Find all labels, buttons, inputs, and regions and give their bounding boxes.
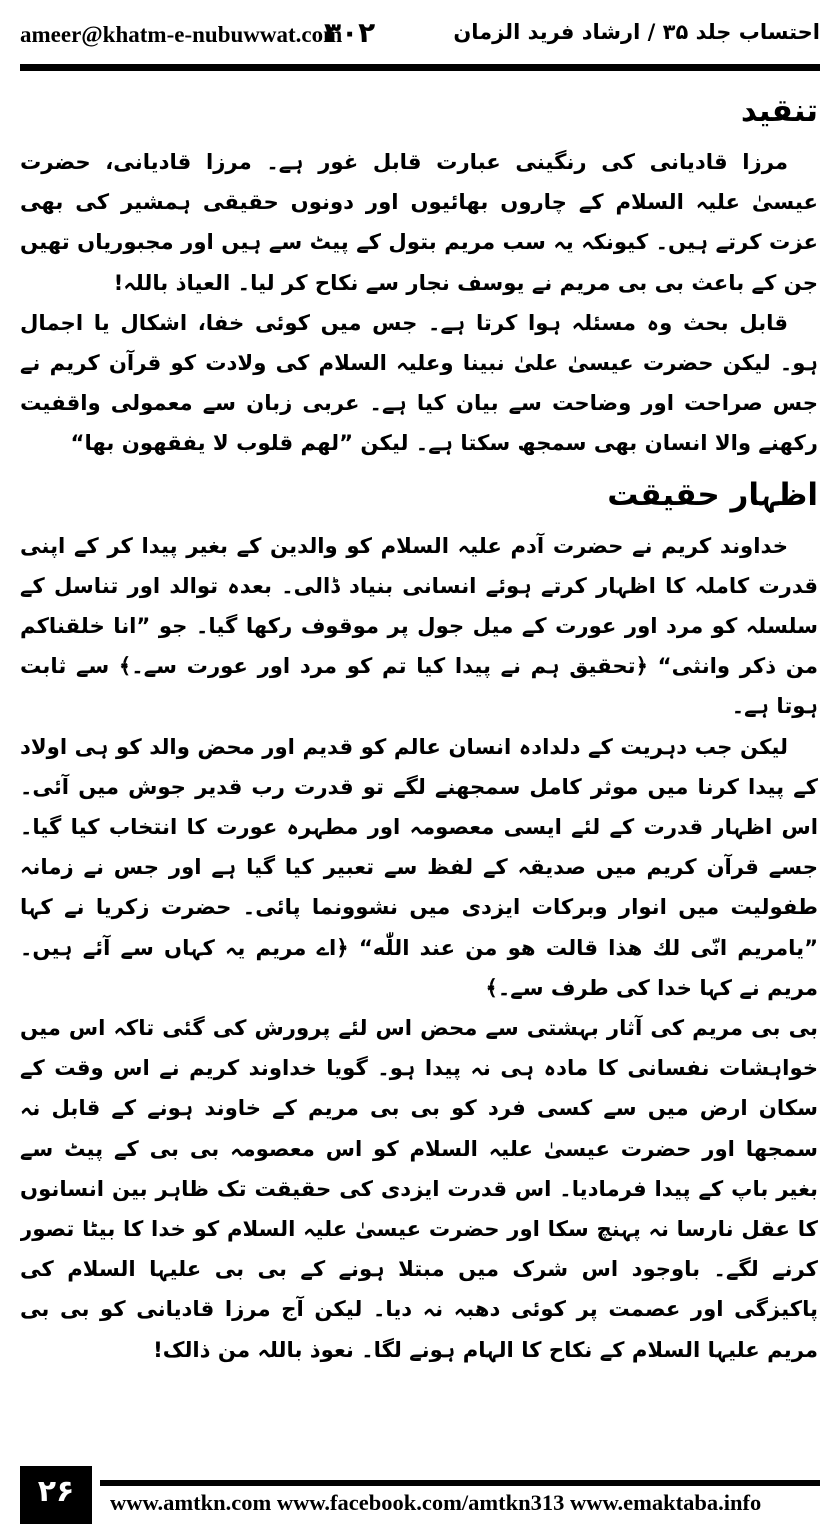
page-header xyxy=(20,18,820,62)
footer-urls: www.amtkn.com www.facebook.com/amtkn313 www.emaktaba.info xyxy=(110,1490,762,1515)
article-body xyxy=(20,80,818,1460)
paragraph-3-end: “ ﴿تحقیق ہم نے پیدا کیا تم کو مرد اور عورت سے۔﴾ سے ثابت ہوتا ہے۔ xyxy=(20,653,818,719)
paragraph-3 xyxy=(20,526,818,727)
paragraph-4 xyxy=(20,727,818,1008)
paragraph-4-text: لیکن جب دہریت کے دلدادہ انسان عالم کو قدیم اور محض والد کو ہی اولاد کے پیدا کرنا میں موثر کامل سمجھنے لگے تو قدرت رب قدیر جوش میں آئی۔ اس اظہار قدرت کے لئے ایسی معصومہ اور مطہرہ عورت کا انتخاب کیا گیا۔ جسے قرآن کریم میں صدیقہ کے لفظ سے تعبیر کیا گیا ہے اور جس نے زمانہ طفولیت میں انوار وبرکات ایزدی میں نشوونما پائی۔ حضرت زکریا نے کہا ” xyxy=(20,733,818,960)
paragraph-4-end: “ ﴿اے مریم یہ کہاں سے آئے ہیں۔ مریم نے کہا خدا کی طرف سے۔﴾ xyxy=(20,934,818,1000)
section-heading-truth: اظہار حقیقت xyxy=(607,476,818,513)
quran-quote-1: لهم قلوب لا يفقهون بها xyxy=(84,430,340,456)
header-rule xyxy=(20,64,820,71)
quran-quote-3: یامریم انّی لك هذا قالت هو من عند اللّٰه xyxy=(372,934,805,960)
running-title: احتساب جلد ۳۵ / ارشاد فرید الزمان xyxy=(453,20,820,44)
quran-quote-2: انا خلقناکم من ذکر وانثی xyxy=(20,613,818,679)
section-heading-critique: تنقید xyxy=(740,93,818,129)
paragraph-2-end: “ xyxy=(70,430,85,456)
header-email: ameer@khatm-e-nubuwwat.com xyxy=(20,22,343,47)
paragraph-1: مرزا قادیانی کی رنگینی عبارت قابل غور ہے۔ مرزا قادیانی، حضرت عیسیٰ علیہ السلام کے چاروں بھائیوں اور دونوں حقیقی ہمشیر کی بھی عزت کرتے ہیں۔ کیونکہ یہ سب مریم بتول کے پیٹ سے ہیں اور مجبوریاں تھیں جن کے باعث بی بی مریم نے یوسف نجار سے نکاح کر لیا۔ العیاذ باللہ! xyxy=(20,149,818,295)
paragraph-3-text: خداوند کریم نے حضرت آدم علیہ السلام کو والدین کے بغیر پیدا کر کے اپنی قدرت کاملہ کا اظہار کرتے ہوئے انسانی بنیاد ڈالی۔ بعدہ توالد اور تناسل کے سلسلہ کو مرد اور عورت کے میل جول پر موقوف رکھا گیا۔ جو ” xyxy=(20,532,818,639)
page-footer xyxy=(20,1466,820,1524)
paragraph-2-text: قابل بحث وہ مسئلہ ہوا کرتا ہے۔ جس میں کوئی خفا، اشکال یا اجمال ہو۔ لیکن حضرت عیسیٰ علیٰ نبینا وعلیہ السلام کی ولادت کو قرآن کریم نے جس صراحت اور وضاحت سے بیان کیا ہے۔ عربی زبان سے معمولی واقفیت رکھنے والا انسان بھی سمجھ سکتا ہے۔ لیکن ” xyxy=(20,309,818,456)
footer-rule xyxy=(100,1480,820,1486)
header-page-number: ۳۰۲ xyxy=(324,16,376,49)
footer-page-number: ۲۶ xyxy=(20,1466,92,1524)
paragraph-2 xyxy=(20,303,818,464)
paragraph-5: بی بی مریم کی آثار بہشتی سے محض اس لئے پرورش کی گئی تاکہ اس میں خواہشات نفسانی کا مادہ ہی نہ پیدا ہو۔ گویا خداوند کریم نے اس وقت کے سکان ارض میں سے کسی فرد کو بی بی مریم کے خاوند ہونے کے قابل نہ سمجھا اور حضرت عیسیٰ علیہ السلام کو اس معصومہ بی بی کے پیٹ سے بغیر باپ کے پیدا فرمادیا۔ اس قدرت ایزدی کی حقیقت تک ظاہر بین انسانوں کا عقل نارسا نہ پہنچ سکا اور حضرت عیسیٰ علیہ السلام کو خدا کا بیٹا تصور کرنے لگے۔ باوجود اس شرک میں مبتلا ہونے کے بی بی علیہا السلام کی پاکیزگی اور عصمت پر کوئی دھبہ نہ دیا۔ لیکن آج مرزا قادیانی کو بی بی مریم علیہا السلام کے نکاح کا الہام ہونے لگا۔ نعوذ باللہ من ذالک! xyxy=(20,1015,818,1362)
